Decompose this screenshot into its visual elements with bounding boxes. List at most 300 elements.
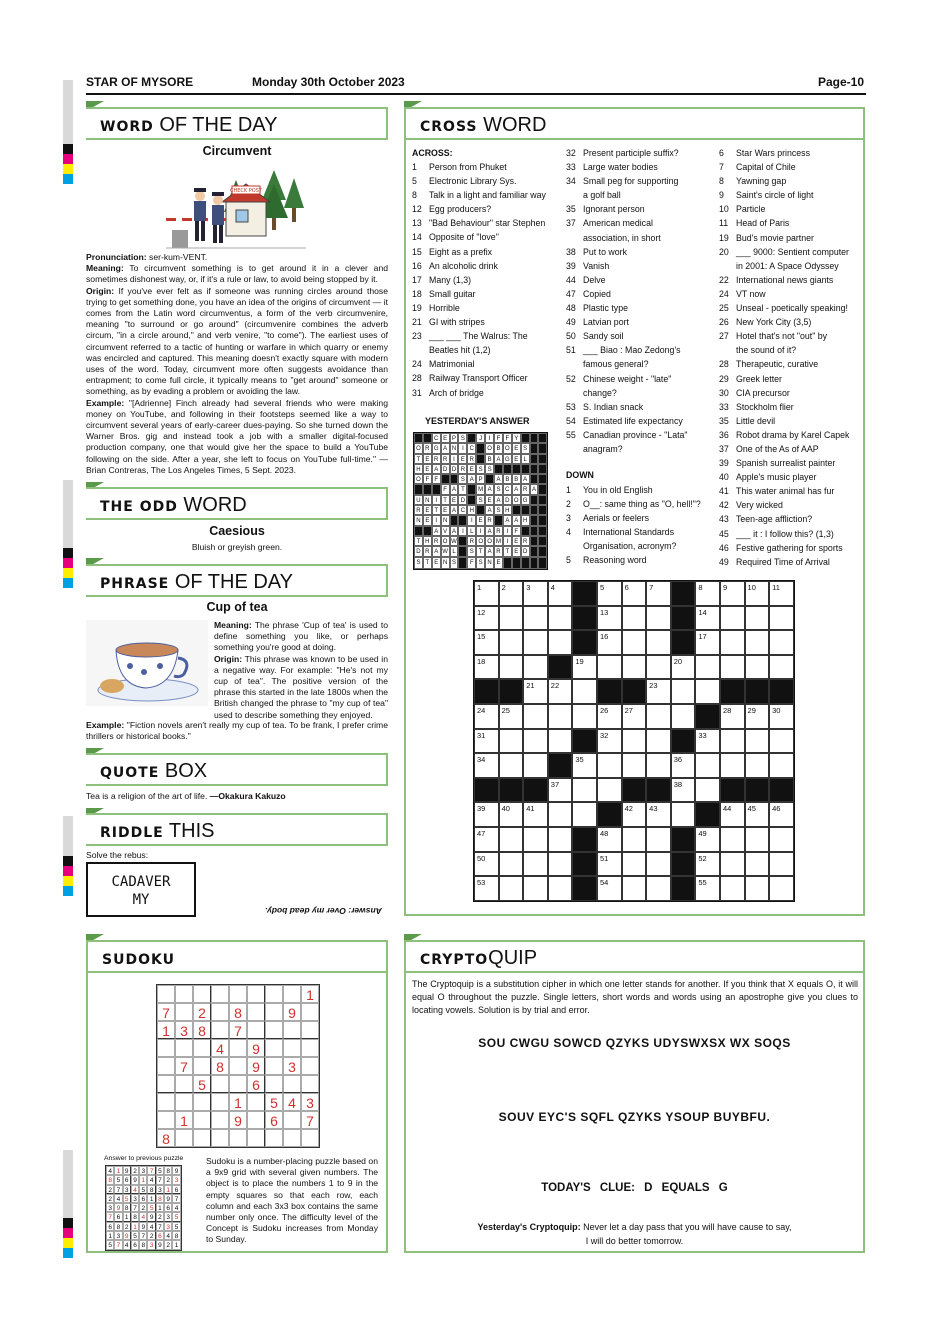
- sudoku-cell[interactable]: [301, 1021, 319, 1039]
- answer-cell: A: [494, 474, 503, 484]
- answer-cell: E: [512, 546, 521, 556]
- answer-cell: [538, 484, 547, 494]
- grid-cell[interactable]: [499, 753, 524, 778]
- grid-cell[interactable]: 6: [622, 581, 647, 606]
- answer-cell: [476, 505, 485, 515]
- sudoku-cell[interactable]: [301, 1075, 319, 1093]
- answer-cell: B: [512, 474, 521, 484]
- sudoku-cell[interactable]: [211, 1129, 229, 1147]
- answer-cell: A: [503, 515, 512, 525]
- wotd-banner: WORD OF THE DAY: [86, 107, 388, 140]
- grid-cell[interactable]: [745, 729, 770, 754]
- grid-cell[interactable]: [622, 753, 647, 778]
- sudoku-cell[interactable]: [175, 1075, 193, 1093]
- answer-cell: E: [512, 443, 521, 453]
- answer-cell: 7: [131, 1203, 139, 1212]
- sudoku-cell[interactable]: [193, 1129, 211, 1147]
- down-clues-2: [719, 146, 849, 569]
- grid-cell[interactable]: [523, 630, 548, 655]
- grid-cell[interactable]: [769, 876, 794, 901]
- grid-cell[interactable]: [548, 729, 573, 754]
- grid-cell[interactable]: [769, 753, 794, 778]
- sudoku-cell[interactable]: [211, 985, 229, 1003]
- answer-cell: L: [450, 546, 459, 556]
- grid-cell[interactable]: [646, 852, 671, 877]
- phrase-title: Cup of tea: [206, 600, 268, 614]
- answer-cell: T: [414, 536, 423, 546]
- answer-cell: [530, 505, 539, 515]
- grid-cell[interactable]: 31: [474, 729, 499, 754]
- grid-cell[interactable]: [646, 704, 671, 729]
- wotd-body: [86, 252, 388, 476]
- answer-cell: 3: [123, 1185, 131, 1194]
- grid-cell[interactable]: [745, 827, 770, 852]
- sudoku-cell[interactable]: [193, 1093, 211, 1111]
- sudoku-cell: 9: [247, 1057, 265, 1075]
- grid-cell[interactable]: [622, 876, 647, 901]
- grid-cell[interactable]: [769, 630, 794, 655]
- grid-cell: [572, 852, 597, 877]
- grid-cell[interactable]: [523, 655, 548, 680]
- grid-cell[interactable]: [646, 827, 671, 852]
- grid-cell: [572, 630, 597, 655]
- sudoku-cell[interactable]: [175, 1093, 193, 1111]
- answer-cell: [441, 474, 450, 484]
- grid-cell[interactable]: [646, 729, 671, 754]
- answer-cell: 1: [147, 1194, 155, 1203]
- answer-cell: A: [432, 526, 441, 536]
- grid-cell[interactable]: 41: [523, 802, 548, 827]
- grid-cell[interactable]: 52: [695, 852, 720, 877]
- grid-cell[interactable]: [646, 606, 671, 631]
- grid-cell[interactable]: [597, 753, 622, 778]
- answer-cell: 8: [147, 1185, 155, 1194]
- grid-cell[interactable]: 1: [474, 581, 499, 606]
- grid-cell[interactable]: [720, 606, 745, 631]
- grid-cell[interactable]: 38: [671, 778, 696, 803]
- sudoku-cell[interactable]: [247, 1093, 265, 1111]
- answer-cell: I: [432, 515, 441, 525]
- answer-cell: [538, 536, 547, 546]
- grid-cell[interactable]: [671, 704, 696, 729]
- answer-cell: [494, 515, 503, 525]
- grid-cell[interactable]: 37: [548, 778, 573, 803]
- grid-cell[interactable]: [548, 630, 573, 655]
- sudoku-cell[interactable]: [157, 1093, 175, 1111]
- clue: 37 American medical: [566, 218, 653, 229]
- grid-cell[interactable]: 29: [745, 704, 770, 729]
- grid-cell[interactable]: 47: [474, 827, 499, 852]
- grid-cell[interactable]: [769, 827, 794, 852]
- page-number: Page-10: [818, 75, 865, 89]
- sudoku-answer-label: Answer to previous puzzle: [104, 1155, 184, 1162]
- grid-cell[interactable]: [646, 655, 671, 680]
- grid-cell[interactable]: [745, 852, 770, 877]
- grid-cell[interactable]: 8: [695, 581, 720, 606]
- sudoku-cell[interactable]: [283, 985, 301, 1003]
- grid-cell[interactable]: [523, 852, 548, 877]
- answer-cell: P: [476, 474, 485, 484]
- grid-cell[interactable]: [622, 606, 647, 631]
- grid-cell[interactable]: [572, 704, 597, 729]
- answer-cell: 2: [156, 1212, 164, 1221]
- grid-cell[interactable]: 20: [671, 655, 696, 680]
- grid-cell[interactable]: [745, 753, 770, 778]
- grid-cell[interactable]: 32: [597, 729, 622, 754]
- grid-cell[interactable]: [745, 876, 770, 901]
- grid-cell: [597, 679, 622, 704]
- grid-cell[interactable]: 10: [745, 581, 770, 606]
- grid-cell[interactable]: 55: [695, 876, 720, 901]
- sudoku-cell[interactable]: [265, 1075, 283, 1093]
- sudoku-cell[interactable]: [193, 1039, 211, 1057]
- grid-cell[interactable]: [622, 852, 647, 877]
- grid-cell[interactable]: 22: [548, 679, 573, 704]
- answer-cell: H: [503, 505, 512, 515]
- grid-cell: [671, 581, 696, 606]
- grid-cell[interactable]: 21: [523, 679, 548, 704]
- wotd-paragraph: Example: "[Adrienne] Finch already had several friends who were making money on YouTube, and following in their footsteps seemed like a way to circumvent several years of early-career dues-paying. So she turned down the Warner Bros. gig and instead took a job with a smaller digital-focused production company, one that would give her the space to build a YouTube following on the side. After a year, she left to focus on YouTube full-time." —Brian Contreras, The Los Angeles Times, 5 Sept. 2023.: [86, 397, 388, 475]
- grid-cell[interactable]: [745, 655, 770, 680]
- sudoku-cell[interactable]: [193, 1111, 211, 1129]
- sudoku-cell[interactable]: [283, 1129, 301, 1147]
- grid-cell[interactable]: [745, 606, 770, 631]
- clue: 7 Capital of Chile: [719, 162, 796, 173]
- across-clues-2: [566, 146, 688, 456]
- odd-definition: Bluish or greyish green.: [191, 542, 283, 552]
- grid-cell[interactable]: 45: [745, 802, 770, 827]
- phrase-meaning-origin: Meaning: The phrase 'Cup of tea' is used to define something you like, or perhaps something you're good at doing. Origin: This phrase was known to be used in a negative way. For example: "He's not my cup of tea". The positive version of the phrase this started in the late 1800s when the British changed the phrase to "my cup of tea" used to describe something they enjoyed.: [214, 620, 388, 720]
- sudoku-cell[interactable]: [301, 1057, 319, 1075]
- grid-cell[interactable]: 34: [474, 753, 499, 778]
- answer-cell: 3: [139, 1166, 147, 1175]
- sudoku-cell[interactable]: [229, 985, 247, 1003]
- grid-cell[interactable]: [548, 606, 573, 631]
- grid-cell[interactable]: 12: [474, 606, 499, 631]
- clue: 40 Apple's music player: [719, 472, 817, 483]
- answer-cell: [530, 443, 539, 453]
- sudoku-cell[interactable]: [175, 985, 193, 1003]
- answer-cell: [521, 464, 530, 474]
- grid-cell[interactable]: 54: [597, 876, 622, 901]
- sudoku-cell[interactable]: [211, 1075, 229, 1093]
- grid-cell[interactable]: [499, 655, 524, 680]
- sudoku-cell[interactable]: [301, 1129, 319, 1147]
- answer-cell: G: [521, 495, 530, 505]
- clue: 33 Stockholm flier: [719, 401, 794, 412]
- answer-cell: [538, 515, 547, 525]
- grid-cell[interactable]: [720, 729, 745, 754]
- answer-cell: 3: [156, 1185, 164, 1194]
- grid-cell[interactable]: [695, 753, 720, 778]
- grid-cell[interactable]: 27: [622, 704, 647, 729]
- sudoku-cell[interactable]: [157, 1111, 175, 1129]
- sudoku-cell[interactable]: [229, 1039, 247, 1057]
- answer-cell: S: [450, 557, 459, 569]
- sudoku-cell[interactable]: [211, 1093, 229, 1111]
- grid-cell[interactable]: 39: [474, 802, 499, 827]
- grid-cell[interactable]: 43: [646, 802, 671, 827]
- answer-cell: 3: [106, 1203, 114, 1212]
- grid-cell[interactable]: [499, 729, 524, 754]
- sudoku-cell: 1: [175, 1111, 193, 1129]
- answer-cell: 9: [114, 1203, 122, 1212]
- grid-cell[interactable]: 14: [695, 606, 720, 631]
- grid-cell[interactable]: 9: [720, 581, 745, 606]
- sudoku-cell[interactable]: [175, 1129, 193, 1147]
- grid-cell[interactable]: 17: [695, 630, 720, 655]
- grid-cell[interactable]: [671, 802, 696, 827]
- answer-cell: S: [494, 484, 503, 494]
- grid-cell[interactable]: [548, 876, 573, 901]
- answer-cell: 6: [172, 1185, 180, 1194]
- sudoku-cell[interactable]: [157, 1075, 175, 1093]
- answer-cell: S: [494, 505, 503, 515]
- answer-cell: [530, 515, 539, 525]
- grid-cell[interactable]: [523, 876, 548, 901]
- answer-cell: D: [450, 464, 459, 474]
- answer-cell: 2: [106, 1185, 114, 1194]
- grid-cell[interactable]: 7: [646, 581, 671, 606]
- answer-cell: A: [450, 526, 459, 536]
- grid-cell[interactable]: 49: [695, 827, 720, 852]
- grid-cell[interactable]: [499, 630, 524, 655]
- sudoku-cell[interactable]: [283, 1075, 301, 1093]
- grid-cell[interactable]: 11: [769, 581, 794, 606]
- grid-cell[interactable]: [597, 778, 622, 803]
- grid-cell[interactable]: [548, 852, 573, 877]
- grid-cell[interactable]: 46: [769, 802, 794, 827]
- grid-cell[interactable]: [499, 876, 524, 901]
- riddle-prompt: Solve the rebus:: [86, 850, 149, 860]
- grid-cell[interactable]: 50: [474, 852, 499, 877]
- grid-cell[interactable]: [720, 852, 745, 877]
- grid-cell[interactable]: 28: [720, 704, 745, 729]
- answer-cell: 9: [139, 1222, 147, 1231]
- answer-cell: N: [441, 557, 450, 569]
- grid-cell[interactable]: 18: [474, 655, 499, 680]
- grid-cell[interactable]: [572, 802, 597, 827]
- answer-cell: [538, 443, 547, 453]
- grid-cell[interactable]: [769, 729, 794, 754]
- grid-cell[interactable]: 4: [548, 581, 573, 606]
- sudoku-cell[interactable]: [211, 1003, 229, 1021]
- grid-cell[interactable]: [745, 630, 770, 655]
- grid-cell[interactable]: 19: [572, 655, 597, 680]
- grid-cell[interactable]: 15: [474, 630, 499, 655]
- crossword-banner: CROSS WORD: [404, 107, 865, 140]
- answer-cell: H: [423, 536, 432, 546]
- grid-cell[interactable]: [622, 827, 647, 852]
- grid-cell[interactable]: [695, 655, 720, 680]
- grid-cell[interactable]: 35: [572, 753, 597, 778]
- grid-cell[interactable]: [622, 630, 647, 655]
- answer-cell: R: [494, 526, 503, 536]
- sudoku-cell[interactable]: [265, 1021, 283, 1039]
- sudoku-cell[interactable]: [283, 1021, 301, 1039]
- answer-cell: I: [432, 495, 441, 505]
- grid-cell[interactable]: 30: [769, 704, 794, 729]
- grid-cell[interactable]: 3: [523, 581, 548, 606]
- wotd-paragraph: Meaning: To circumvent something is to get around it in a clever and sometimes dishonest way, or, if it's a rule or law, to avoid being stopped by it.: [86, 263, 388, 285]
- grid-cell[interactable]: 26: [597, 704, 622, 729]
- answer-cell: R: [521, 536, 530, 546]
- sudoku-cell[interactable]: [175, 1039, 193, 1057]
- clue: 55 Canadian province - "Lata": [566, 429, 688, 440]
- answer-cell: [521, 505, 530, 515]
- answer-cell: [450, 474, 459, 484]
- grid-cell[interactable]: 48: [597, 827, 622, 852]
- grid-cell[interactable]: [769, 655, 794, 680]
- sudoku-cell[interactable]: [247, 1129, 265, 1147]
- answer-cell: 2: [147, 1231, 155, 1240]
- clue: in 2001: A Space Odyssey: [736, 260, 839, 271]
- sudoku-cell[interactable]: [229, 1129, 247, 1147]
- sudoku-cell[interactable]: [157, 1057, 175, 1075]
- answer-cell: 4: [172, 1203, 180, 1212]
- grid-cell[interactable]: 2: [499, 581, 524, 606]
- grid-cell[interactable]: 16: [597, 630, 622, 655]
- sudoku-cell[interactable]: [211, 1021, 229, 1039]
- grid-cell[interactable]: [548, 802, 573, 827]
- sudoku-cell[interactable]: [301, 1003, 319, 1021]
- answer-cell: H: [521, 515, 530, 525]
- clue: 39 Spanish surrealist painter: [719, 458, 836, 469]
- sudoku-cell[interactable]: [265, 1039, 283, 1057]
- grid-cell[interactable]: [572, 679, 597, 704]
- answer-cell: R: [423, 546, 432, 556]
- grid-cell: [499, 778, 524, 803]
- grid-cell[interactable]: [499, 852, 524, 877]
- sudoku-cell[interactable]: [301, 1039, 319, 1057]
- grid-cell[interactable]: [523, 704, 548, 729]
- answer-cell: [467, 484, 476, 494]
- sudoku-cell[interactable]: [157, 1039, 175, 1057]
- grid-cell: [720, 679, 745, 704]
- grid-cell: [474, 679, 499, 704]
- answer-cell: 8: [172, 1231, 180, 1240]
- answer-cell: F: [423, 474, 432, 484]
- answer-cell: 2: [106, 1194, 114, 1203]
- answer-cell: W: [450, 536, 459, 546]
- clue: 33 Large water bodies: [566, 162, 658, 173]
- clue: 8 Talk in a light and familiar way: [412, 190, 546, 201]
- answer-cell: 7: [172, 1194, 180, 1203]
- answer-cell: 2: [164, 1240, 172, 1249]
- sudoku-cell[interactable]: [247, 1111, 265, 1129]
- clue: 24 VT now: [719, 288, 766, 299]
- grid-cell: [745, 778, 770, 803]
- grid-cell[interactable]: [695, 679, 720, 704]
- answer-cell: O: [503, 443, 512, 453]
- grid-cell[interactable]: 40: [499, 802, 524, 827]
- answer-cell: O: [485, 536, 494, 546]
- answer-cell: 3: [164, 1212, 172, 1221]
- grid-cell[interactable]: [720, 753, 745, 778]
- grid-cell: [622, 778, 647, 803]
- answer-cell: [512, 505, 521, 515]
- grid-cell[interactable]: [720, 655, 745, 680]
- sudoku-cell[interactable]: [229, 1075, 247, 1093]
- grid-cell[interactable]: [646, 630, 671, 655]
- grid-cell[interactable]: [523, 827, 548, 852]
- sudoku-cell[interactable]: [247, 1021, 265, 1039]
- grid-cell[interactable]: 53: [474, 876, 499, 901]
- grid-cell[interactable]: [499, 606, 524, 631]
- grid-cell[interactable]: [720, 827, 745, 852]
- grid-cell[interactable]: 13: [597, 606, 622, 631]
- grid-cell[interactable]: 23: [646, 679, 671, 704]
- sudoku-cell[interactable]: [229, 1057, 247, 1075]
- grid-cell[interactable]: [646, 753, 671, 778]
- grid-cell[interactable]: [523, 729, 548, 754]
- answer-cell: E: [512, 454, 521, 464]
- sudoku-cell[interactable]: [193, 985, 211, 1003]
- grid-cell[interactable]: [769, 606, 794, 631]
- grid-cell[interactable]: [548, 827, 573, 852]
- sudoku-cell[interactable]: [265, 1003, 283, 1021]
- sudoku-cell[interactable]: [283, 1039, 301, 1057]
- grid-cell[interactable]: [720, 630, 745, 655]
- answer-cell: T: [414, 454, 423, 464]
- grid-cell[interactable]: [622, 729, 647, 754]
- grid-cell[interactable]: [720, 876, 745, 901]
- grid-cell[interactable]: 33: [695, 729, 720, 754]
- answer-cell: 2: [164, 1175, 172, 1184]
- sudoku-cell[interactable]: [193, 1057, 211, 1075]
- grid-cell[interactable]: [622, 655, 647, 680]
- grid-cell[interactable]: 24: [474, 704, 499, 729]
- answer-cell: A: [467, 474, 476, 484]
- grid-cell[interactable]: 36: [671, 753, 696, 778]
- grid-cell[interactable]: 5: [597, 581, 622, 606]
- grid-cell[interactable]: [695, 778, 720, 803]
- grid-cell[interactable]: [646, 876, 671, 901]
- answer-cell: R: [467, 454, 476, 464]
- grid-cell[interactable]: 51: [597, 852, 622, 877]
- sudoku-cell[interactable]: [175, 1003, 193, 1021]
- sudoku-cell[interactable]: [265, 985, 283, 1003]
- grid-cell[interactable]: [523, 753, 548, 778]
- grid-cell[interactable]: 42: [622, 802, 647, 827]
- sudoku-cell[interactable]: [283, 1111, 301, 1129]
- grid-cell[interactable]: [523, 606, 548, 631]
- grid-cell[interactable]: [597, 655, 622, 680]
- answer-cell: 9: [123, 1231, 131, 1240]
- answer-cell: 8: [139, 1240, 147, 1249]
- grid-cell[interactable]: [769, 852, 794, 877]
- grid-cell[interactable]: 25: [499, 704, 524, 729]
- answer-cell: [521, 433, 530, 443]
- sudoku-cell[interactable]: [211, 1111, 229, 1129]
- answer-cell: [414, 526, 423, 536]
- grid-cell[interactable]: [671, 679, 696, 704]
- clue: famous general?: [583, 359, 649, 370]
- answer-cell: [414, 433, 423, 443]
- odd-word: Caesious: [209, 524, 265, 538]
- sudoku-cell[interactable]: [247, 985, 265, 1003]
- grid-cell[interactable]: 44: [720, 802, 745, 827]
- clue: 11 Head of Paris: [719, 218, 790, 229]
- grid-cell[interactable]: [499, 827, 524, 852]
- sudoku-cell[interactable]: [265, 1057, 283, 1075]
- cryptoquip-clue: TODAY'S CLUE: D EQUALS G: [541, 1182, 728, 1194]
- sudoku-cell[interactable]: [157, 985, 175, 1003]
- grid-cell[interactable]: [548, 704, 573, 729]
- sudoku-cell[interactable]: [247, 1003, 265, 1021]
- grid-cell[interactable]: [572, 778, 597, 803]
- sudoku-cell[interactable]: [265, 1129, 283, 1147]
